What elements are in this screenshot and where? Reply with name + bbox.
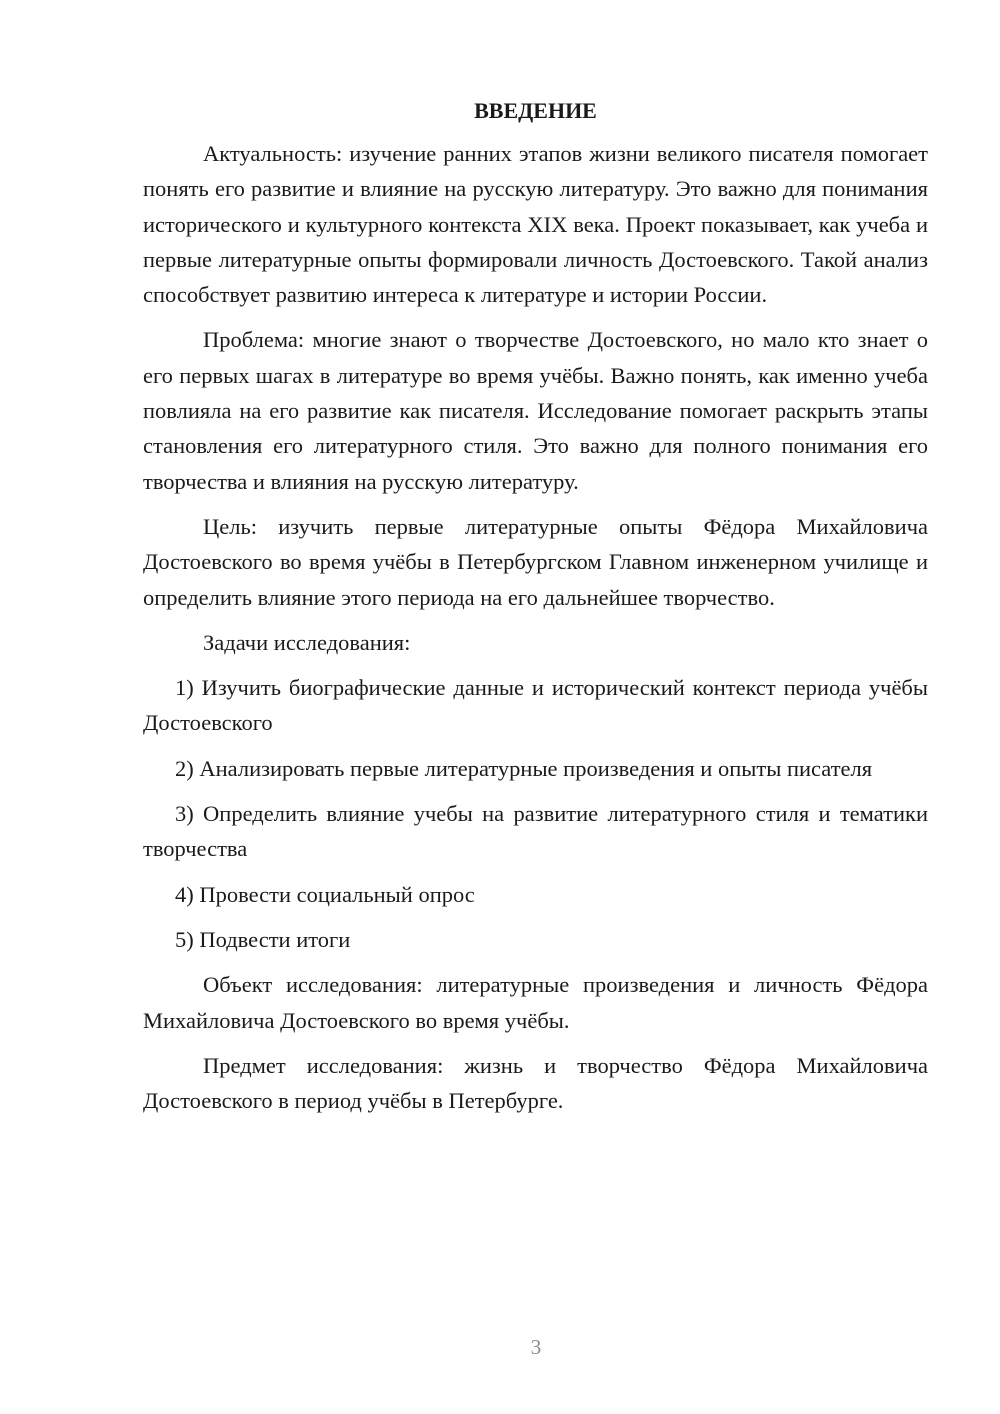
- subject-paragraph: Предмет исследования: жизнь и творчество Фёдора Михайловича Достоевского в период учёбы в Петербурге.: [143, 1052, 928, 1114]
- page-content: [143, 96, 928, 1128]
- task-item-5: 5) Подвести итоги: [175, 926, 351, 952]
- page-number: 3: [530, 1335, 542, 1359]
- relevance-paragraph: Актуальность: изучение ранних этапов жизни великого писателя помогает понять его развитие и влияние на русскую литературу. Это важно для понимания исторического и культурного контекста XIX века. Проект показывает, как учеба и первые литературные опыты формировали личность Достоевского. Такой анализ способствует развитию интереса к литературе и истории России.: [143, 141, 928, 308]
- task-item-3: 3) Определить влияние учебы на развитие литературного стиля и тематики творчества: [143, 801, 928, 862]
- problem-paragraph: Проблема: многие знают о творчестве Достоевского, но мало кто знает о его первых шагах в литературе во время учёбы. Важно понять, как именно учеба повлияла на его развитие как писателя. Исследование помогает раскрыть этапы становления его литературного стиля. Это важно для полного понимания его творчества и влияния на русскую литературу.: [143, 327, 928, 494]
- goal-paragraph: Цель: изучить первые литературные опыты Фёдора Михайловича Достоевского во время учёбы в Петербургском Главном инженерном училище и определить влияние этого периода на его дальнейшее творчество.: [143, 513, 928, 610]
- task-item-1: 1) Изучить биографические данные и исторический контекст периода учёбы Достоевского: [143, 675, 928, 736]
- tasks-heading: Задачи исследования:: [203, 629, 411, 655]
- page-title: ВВЕДЕНИЕ: [474, 98, 597, 123]
- task-item-2: 2) Анализировать первые литературные произведения и опыты писателя: [175, 755, 873, 781]
- object-paragraph: Объект исследования: литературные произведения и личность Фёдора Михайловича Достоевского во время учёбы.: [143, 972, 928, 1033]
- task-item-4: 4) Провести социальный опрос: [175, 881, 475, 907]
